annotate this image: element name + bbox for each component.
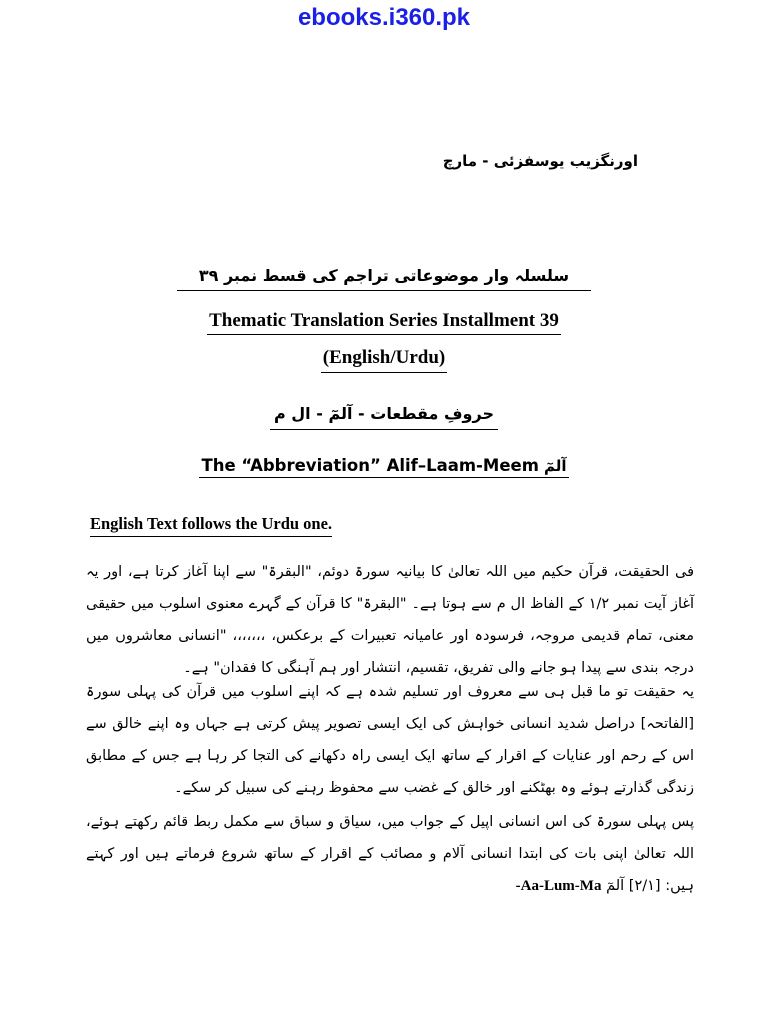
subject-title-urdu-text: حروفِ مقطعات - آلمٓ - ال م xyxy=(270,404,498,430)
subject-title-urdu xyxy=(0,404,768,423)
language-note-text: English Text follows the Urdu one. xyxy=(90,514,332,537)
verse-glyph: آلمٓ xyxy=(606,878,625,894)
subject-title-glyph: آلمٓ xyxy=(544,457,567,475)
series-title-english xyxy=(0,310,768,332)
author-line: اورنگزیب یوسفزئی - مارچ xyxy=(442,152,638,170)
subject-title-english-text: The “Abbreviation” Alif–Laam-Meem xyxy=(201,456,539,475)
site-link[interactable]: ebooks.i360.pk xyxy=(297,4,471,31)
paragraph-1: فی الحقیقت، قرآن حکیم میں اللہ تعالیٰ کا بیانیہ سورۃ دوئم، "البقرۃ" سے اپنا آغاز کرتا ہے، اور یہ آغاز آیت نمبر ۱/۲ کے الفاظ ال م سے ہوتا ہے۔ "البقرۃ" کا قرآن کے گہرے معنوی اسلوب میں حقیقی معنی، تمام قدیمی مروجہ، فرسودہ اور عامیانہ تعبیرات کے برعکس، ،،،،،،، "انسانی معاشروں میں درجہ بندی سے پیدا ہو جانے والی تفریق، تقسیم، انتشار اور ہم آہنگی کا فقدان" ہے۔ xyxy=(86,564,694,676)
series-title-urdu xyxy=(0,266,768,285)
language-label xyxy=(0,347,768,369)
paragraph-2: یہ حقیقت تو ما قبل ہی سے معروف اور تسلیم شدہ ہے کہ اپنے اسلوب میں قرآن کی پہلی سورۃ [الفاتحہ] دراصل شدید انسانی خواہش کی ایک ایسی تصویر پیش کرتی ہے جہاں وہ اپنے خالق سے اس کے رحم اور عنایات کے اقرار کے ساتھ ایک ایسی راہ دکھانے کی التجا کر رہا ہے جس کے مطابق زندگی گذارتے ہوئے وہ بھٹکنے اور خالق کے غضب سے محفوظ رہنے کی سبیل کر سکے۔ xyxy=(86,684,694,796)
series-title-urdu-text: سلسلہ وار موضوعاتی تراجم کی قسط نمبر ۳۹ xyxy=(177,266,591,291)
language-note xyxy=(90,514,332,534)
verse-reference: [۲/۱] xyxy=(628,878,661,894)
subject-title-english xyxy=(0,456,768,478)
transliteration: -Aa-Lum-Ma xyxy=(515,878,602,894)
paragraph-3-text: پس پہلی سورۃ کی اس انسانی اپیل کے جواب میں، سیاق و سباق سے مکمل ربط قائم رکھتے ہوئے، اللہ تعالیٰ اپنی بات کی ابتدا انسانی آلام و مصائب کے اقرار کے ساتھ شروع فرماتے ہیں اور کہتے ہیں: xyxy=(86,814,694,894)
subject-title-english-wrap xyxy=(199,456,568,478)
language-label-text: (English/Urdu) xyxy=(321,347,447,373)
series-title-english-text: Thematic Translation Series Installment 39 xyxy=(207,310,561,335)
paragraph-3 xyxy=(86,806,694,902)
